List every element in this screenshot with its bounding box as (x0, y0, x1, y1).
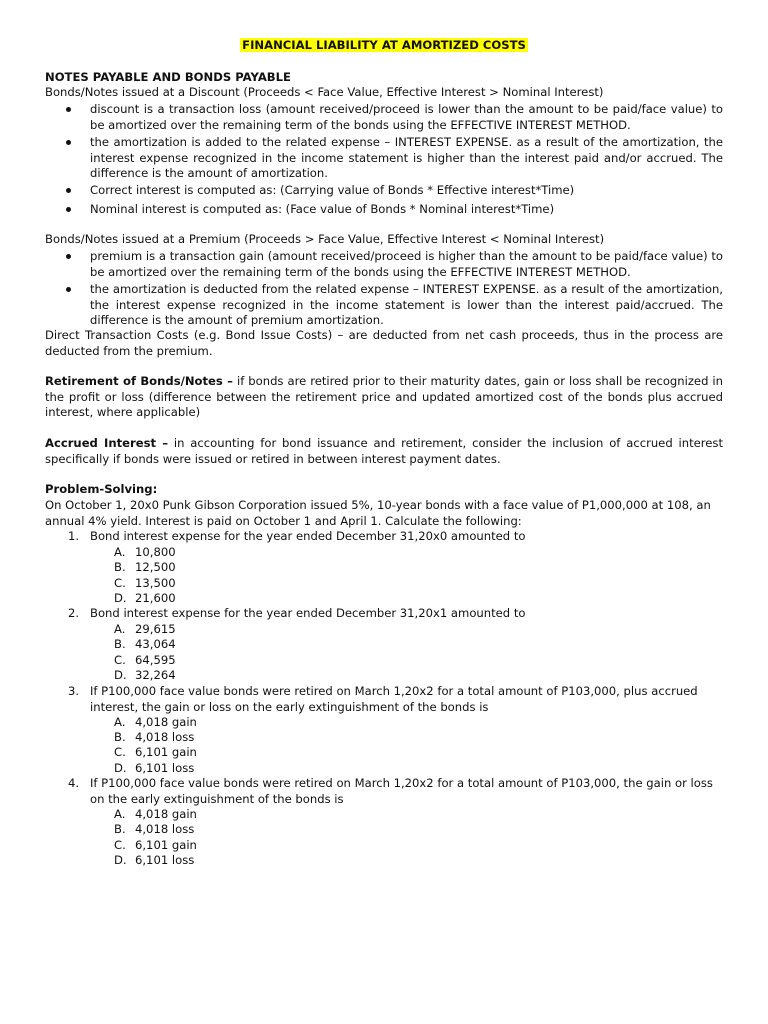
option-value: 4,018 loss (135, 822, 195, 836)
option-letter: A. (114, 545, 126, 559)
option-value: 6,101 loss (135, 853, 195, 867)
question-text: If P100,000 face value bonds were retired on March 1,20x2 for a total amount of P103,000, plus accrued interest, the gain or loss on the early extinguishment of the bonds is (90, 684, 698, 714)
option-value: 6,101 loss (135, 761, 195, 775)
question-number: 3. (68, 684, 80, 698)
option-letter: A. (114, 807, 126, 821)
bullet-dot (66, 202, 74, 210)
accrued-label: Accrued Interest – (45, 436, 169, 450)
option-value: 6,101 gain (135, 745, 197, 759)
option-value: 4,018 gain (135, 715, 197, 729)
question-number: 2. (68, 606, 80, 620)
option-value: 4,018 loss (135, 730, 195, 744)
option-value: 21,600 (135, 591, 176, 605)
option-letter: C. (114, 653, 126, 667)
bullet-dot (66, 183, 74, 191)
bullet-dot (66, 249, 74, 257)
option-letter: B. (114, 560, 126, 574)
bullet-dot (66, 135, 74, 143)
retirement-label: Retirement of Bonds/Notes – (45, 374, 233, 388)
retirement-text: if bonds are retired prior to their maturity dates, gain or loss shall be recognized in the profit or loss (difference between the retirement price and updated amortized cost of the bonds plus accrued interest, where applicable) (45, 374, 723, 419)
bullet-dot (66, 282, 74, 290)
option-value: 64,595 (135, 653, 176, 667)
discount-intro: Bonds/Notes issued at a Discount (Proceeds < Face Value, Effective Interest > Nominal Interest) (45, 85, 604, 99)
option-value: 4,018 gain (135, 807, 197, 821)
option-value: 6,101 gain (135, 838, 197, 852)
premium-intro: Bonds/Notes issued at a Premium (Proceeds > Face Value, Effective Interest < Nominal Interest) (45, 232, 605, 246)
option-value: 13,500 (135, 576, 176, 590)
option-value: 10,800 (135, 545, 176, 559)
accrued-paragraph (45, 436, 723, 467)
discount-bullet: Correct interest is computed as: (Carrying value of Bonds * Effective interest*Time) (90, 183, 575, 197)
premium-bullet: the amortization is deducted from the related expense – INTEREST EXPENSE. as a result of the amortization, the interest expense recognized in the income statement is lower than the interest paid/accrued. The difference is the amount of premium amortization. (90, 282, 723, 327)
section-heading: NOTES PAYABLE AND BONDS PAYABLE (45, 70, 291, 84)
bullet-dot (66, 102, 74, 110)
option-letter: D. (114, 853, 127, 867)
problem-intro: On October 1, 20x0 Punk Gibson Corporation issued 5%, 10-year bonds with a face value of P1,000,000 at 108, an annual 4% yield. Interest is paid on October 1 and April 1. Calculate the following: (45, 498, 711, 528)
option-value: 12,500 (135, 560, 176, 574)
discount-bullet: discount is a transaction loss (amount received/proceed is lower than the amount to be paid/face value) to be amortized over the remaining term of the bonds using the EFFECTIVE INTEREST METHOD. (90, 102, 723, 132)
option-value: 32,264 (135, 668, 176, 682)
option-letter: D. (114, 761, 127, 775)
direct-transaction-costs: Direct Transaction Costs (e.g. Bond Issue Costs) – are deducted from net cash proceeds, thus in the process are deducted from the premium. (45, 328, 723, 358)
question-number: 1. (68, 529, 80, 543)
page-title: FINANCIAL LIABILITY AT AMORTIZED COSTS (242, 38, 526, 52)
option-letter: D. (114, 591, 127, 605)
problem-heading: Problem-Solving: (45, 482, 158, 496)
option-letter: D. (114, 668, 127, 682)
discount-bullet: Nominal interest is computed as: (Face value of Bonds * Nominal interest*Time) (90, 202, 555, 216)
option-letter: B. (114, 730, 126, 744)
question-number: 4. (68, 776, 80, 790)
option-value: 29,615 (135, 622, 176, 636)
option-value: 43,064 (135, 637, 176, 651)
option-letter: B. (114, 822, 126, 836)
option-letter: A. (114, 715, 126, 729)
discount-bullet: the amortization is added to the related expense – INTEREST EXPENSE. as a result of the amortization, the interest expense recognized in the income statement is higher than the interest paid and/or accrued. The difference is the amount of amortization. (90, 135, 723, 180)
retirement-paragraph (45, 374, 723, 421)
title-wrap (0, 38, 768, 54)
option-letter: B. (114, 637, 126, 651)
option-letter: A. (114, 622, 126, 636)
question-text: If P100,000 face value bonds were retired on March 1,20x2 for a total amount of P103,000, the gain or loss on the early extinguishment of the bonds is (90, 776, 713, 806)
option-letter: C. (114, 838, 126, 852)
premium-bullet: premium is a transaction gain (amount received/proceed is higher than the amount to be paid/face value) to be amortized over the remaining term of the bonds using the EFFECTIVE INTEREST METHOD. (90, 249, 723, 279)
question-text: Bond interest expense for the year ended December 31,20x0 amounted to (90, 529, 526, 543)
question-text: Bond interest expense for the year ended December 31,20x1 amounted to (90, 606, 526, 620)
option-letter: C. (114, 745, 126, 759)
accrued-text: in accounting for bond issuance and retirement, consider the inclusion of accrued interest specifically if bonds were issued or retired in between interest payment dates. (45, 436, 724, 466)
option-letter: C. (114, 576, 126, 590)
